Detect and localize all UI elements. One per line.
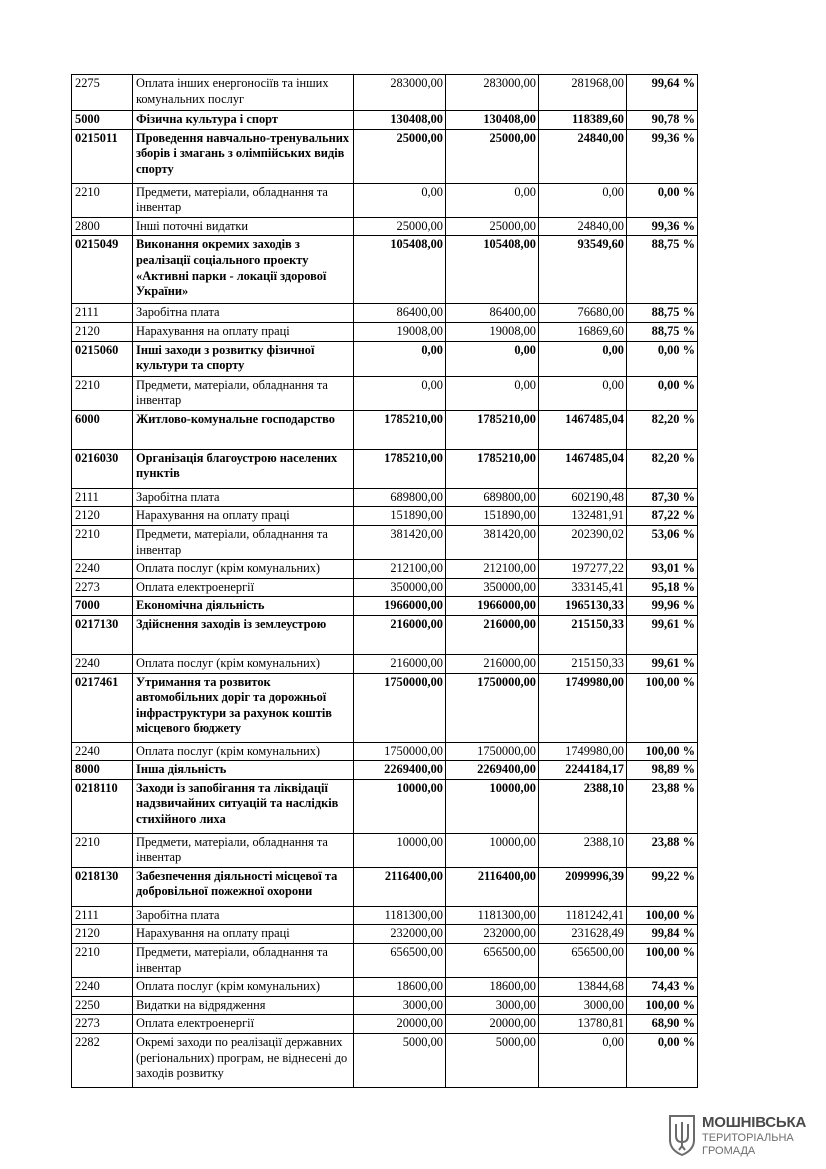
table-row: [72, 779, 698, 833]
cell-name: Інші заходи з розвитку фізичної культури та спорту: [133, 341, 354, 376]
cell-plan-period: 689800,00: [446, 488, 539, 507]
cell-code: 2800: [72, 217, 133, 236]
cell-name: Економічна діяльність: [133, 597, 354, 616]
cell-plan-year: 1750000,00: [354, 673, 446, 742]
cell-plan-period: 1785210,00: [446, 449, 539, 488]
cell-percent: 53,06 %: [627, 525, 698, 559]
budget-table: [71, 74, 698, 1088]
table-row: [72, 236, 698, 304]
cell-name: Здійснення заходів із землеустрою: [133, 615, 354, 654]
cell-name: Оплата послуг (крім комунальних): [133, 978, 354, 997]
cell-plan-year: 1750000,00: [354, 742, 446, 761]
cell-actual: 16869,60: [539, 322, 627, 341]
cell-actual: 1749980,00: [539, 673, 627, 742]
cell-percent: 99,36 %: [627, 217, 698, 236]
cell-plan-period: 216000,00: [446, 654, 539, 673]
cell-code: 0218130: [72, 867, 133, 906]
cell-code: 2120: [72, 322, 133, 341]
cell-code: 0217130: [72, 615, 133, 654]
cell-actual: 1467485,04: [539, 410, 627, 449]
cell-actual: 2244184,17: [539, 761, 627, 780]
cell-name: Заробітна плата: [133, 906, 354, 925]
table-row: [72, 578, 698, 597]
cell-plan-year: 25000,00: [354, 217, 446, 236]
cell-percent: 0,00 %: [627, 1034, 698, 1088]
cell-code: 2275: [72, 75, 133, 111]
cell-plan-year: 1181300,00: [354, 906, 446, 925]
table-row: [72, 673, 698, 742]
cell-plan-year: 86400,00: [354, 304, 446, 323]
cell-actual: 231628,49: [539, 925, 627, 944]
cell-actual: 13780,81: [539, 1015, 627, 1034]
cell-plan-year: 350000,00: [354, 578, 446, 597]
table-row: [72, 1015, 698, 1034]
table-row: [72, 742, 698, 761]
cell-plan-year: 25000,00: [354, 129, 446, 183]
cell-plan-year: 130408,00: [354, 111, 446, 130]
cell-plan-period: 656500,00: [446, 944, 539, 978]
cell-plan-year: 10000,00: [354, 779, 446, 833]
cell-plan-period: 1750000,00: [446, 673, 539, 742]
cell-code: 6000: [72, 410, 133, 449]
cell-code: 2120: [72, 507, 133, 526]
cell-code: 0215060: [72, 341, 133, 376]
cell-name: Окремі заходи по реалізації державних (регіональних) програм, не віднесені до заходів розвитку: [133, 1034, 354, 1088]
cell-plan-year: 1966000,00: [354, 597, 446, 616]
table-row: [72, 322, 698, 341]
cell-plan-year: 0,00: [354, 341, 446, 376]
table-row: [72, 217, 698, 236]
cell-percent: 99,61 %: [627, 654, 698, 673]
cell-plan-period: 2116400,00: [446, 867, 539, 906]
cell-percent: 88,75 %: [627, 304, 698, 323]
cell-plan-year: 0,00: [354, 183, 446, 217]
cell-percent: 88,75 %: [627, 322, 698, 341]
cell-name: Фізична культура і спорт: [133, 111, 354, 130]
table-row: [72, 488, 698, 507]
cell-actual: 24840,00: [539, 217, 627, 236]
cell-code: 0216030: [72, 449, 133, 488]
cell-plan-year: 212100,00: [354, 560, 446, 579]
cell-plan-period: 0,00: [446, 183, 539, 217]
cell-percent: 0,00 %: [627, 341, 698, 376]
cell-code: 0215011: [72, 129, 133, 183]
cell-name: Оплата електроенергії: [133, 1015, 354, 1034]
cell-actual: 1749980,00: [539, 742, 627, 761]
cell-plan-period: 10000,00: [446, 779, 539, 833]
cell-actual: 2388,10: [539, 833, 627, 867]
cell-plan-period: 216000,00: [446, 615, 539, 654]
trident-emblem-icon: [668, 1114, 696, 1156]
cell-plan-period: 283000,00: [446, 75, 539, 111]
cell-percent: 82,20 %: [627, 410, 698, 449]
cell-percent: 99,96 %: [627, 597, 698, 616]
table-row: [72, 944, 698, 978]
logo-title: МОШНІВСЬКА: [702, 1114, 807, 1131]
cell-percent: 90,78 %: [627, 111, 698, 130]
table-row: [72, 507, 698, 526]
cell-name: Організація благоустрою населених пунктів: [133, 449, 354, 488]
cell-plan-year: 1785210,00: [354, 449, 446, 488]
cell-plan-period: 5000,00: [446, 1034, 539, 1088]
cell-percent: 87,30 %: [627, 488, 698, 507]
cell-plan-year: 2116400,00: [354, 867, 446, 906]
cell-name: Оплата електроенергії: [133, 578, 354, 597]
cell-actual: 3000,00: [539, 996, 627, 1015]
cell-plan-year: 216000,00: [354, 615, 446, 654]
cell-code: 7000: [72, 597, 133, 616]
cell-code: 0217461: [72, 673, 133, 742]
cell-plan-year: 18600,00: [354, 978, 446, 997]
cell-percent: 23,88 %: [627, 779, 698, 833]
table-row: [72, 304, 698, 323]
cell-plan-year: 656500,00: [354, 944, 446, 978]
cell-plan-period: 20000,00: [446, 1015, 539, 1034]
cell-actual: 13844,68: [539, 978, 627, 997]
cell-name: Предмети, матеріали, обладнання та інвентар: [133, 376, 354, 410]
cell-code: 2240: [72, 560, 133, 579]
cell-actual: 76680,00: [539, 304, 627, 323]
table-row: [72, 654, 698, 673]
cell-code: 5000: [72, 111, 133, 130]
cell-name: Утримання та розвиток автомобільних доріг та дорожньої інфраструктури за рахунок коштів місцевого бюджету: [133, 673, 354, 742]
cell-percent: 100,00 %: [627, 742, 698, 761]
cell-code: 2120: [72, 925, 133, 944]
cell-name: Предмети, матеріали, обладнання та інвентар: [133, 183, 354, 217]
cell-actual: 0,00: [539, 341, 627, 376]
cell-name: Виконання окремих заходів з реалізації соціального проекту «Активні парки - локації здорової України»: [133, 236, 354, 304]
cell-actual: 215150,33: [539, 615, 627, 654]
cell-plan-year: 216000,00: [354, 654, 446, 673]
cell-percent: 99,84 %: [627, 925, 698, 944]
cell-name: Нарахування на оплату праці: [133, 322, 354, 341]
cell-code: 2210: [72, 183, 133, 217]
cell-name: Заходи із запобігання та ліквідації надзвичайних ситуацій та наслідків стихійного лиха: [133, 779, 354, 833]
cell-plan-period: 130408,00: [446, 111, 539, 130]
cell-percent: 87,22 %: [627, 507, 698, 526]
cell-plan-period: 3000,00: [446, 996, 539, 1015]
cell-percent: 100,00 %: [627, 944, 698, 978]
cell-plan-period: 25000,00: [446, 217, 539, 236]
table-row: [72, 833, 698, 867]
cell-code: 2240: [72, 978, 133, 997]
table-row: [72, 867, 698, 906]
table-row: [72, 129, 698, 183]
cell-plan-period: 381420,00: [446, 525, 539, 559]
cell-plan-year: 2269400,00: [354, 761, 446, 780]
cell-plan-year: 283000,00: [354, 75, 446, 111]
cell-plan-year: 105408,00: [354, 236, 446, 304]
cell-plan-year: 0,00: [354, 376, 446, 410]
cell-name: Оплата послуг (крім комунальних): [133, 742, 354, 761]
logo-subtitle-2: ГРОМАДА: [702, 1145, 756, 1157]
cell-plan-year: 19008,00: [354, 322, 446, 341]
cell-code: 2210: [72, 944, 133, 978]
cell-plan-period: 2269400,00: [446, 761, 539, 780]
cell-name: Нарахування на оплату праці: [133, 507, 354, 526]
cell-percent: 99,61 %: [627, 615, 698, 654]
cell-plan-period: 86400,00: [446, 304, 539, 323]
cell-percent: 0,00 %: [627, 183, 698, 217]
cell-actual: 93549,60: [539, 236, 627, 304]
table-row: [72, 761, 698, 780]
cell-plan-period: 0,00: [446, 341, 539, 376]
cell-plan-period: 10000,00: [446, 833, 539, 867]
table-row: [72, 978, 698, 997]
table-row: [72, 996, 698, 1015]
cell-name: Інша діяльність: [133, 761, 354, 780]
cell-code: 2250: [72, 996, 133, 1015]
cell-actual: 2388,10: [539, 779, 627, 833]
cell-code: 2273: [72, 1015, 133, 1034]
logo-subtitle: ТЕРИТОРІАЛЬНА: [702, 1132, 794, 1144]
cell-name: Предмети, матеріали, обладнання та інвентар: [133, 944, 354, 978]
table-row: [72, 615, 698, 654]
cell-plan-year: 381420,00: [354, 525, 446, 559]
table-row: [72, 75, 698, 111]
cell-plan-year: 1785210,00: [354, 410, 446, 449]
cell-name: Інші поточні видатки: [133, 217, 354, 236]
cell-actual: 1467485,04: [539, 449, 627, 488]
cell-code: 2210: [72, 376, 133, 410]
cell-plan-period: 212100,00: [446, 560, 539, 579]
cell-code: 2111: [72, 906, 133, 925]
table-row: [72, 376, 698, 410]
cell-code: 2210: [72, 525, 133, 559]
cell-code: 2273: [72, 578, 133, 597]
cell-code: 8000: [72, 761, 133, 780]
cell-code: 2240: [72, 654, 133, 673]
cell-percent: 99,64 %: [627, 75, 698, 111]
cell-actual: 202390,02: [539, 525, 627, 559]
cell-plan-period: 19008,00: [446, 322, 539, 341]
cell-actual: 2099996,39: [539, 867, 627, 906]
table-row: [72, 449, 698, 488]
cell-code: 2240: [72, 742, 133, 761]
cell-percent: 68,90 %: [627, 1015, 698, 1034]
cell-percent: 23,88 %: [627, 833, 698, 867]
table-row: [72, 525, 698, 559]
table-row: [72, 560, 698, 579]
budget-table-body: [72, 75, 698, 1088]
community-logo: [664, 1112, 814, 1160]
cell-plan-year: 20000,00: [354, 1015, 446, 1034]
cell-actual: 215150,33: [539, 654, 627, 673]
cell-plan-period: 1966000,00: [446, 597, 539, 616]
cell-actual: 132481,91: [539, 507, 627, 526]
cell-plan-period: 105408,00: [446, 236, 539, 304]
cell-actual: 333145,41: [539, 578, 627, 597]
cell-plan-period: 151890,00: [446, 507, 539, 526]
cell-plan-period: 25000,00: [446, 129, 539, 183]
cell-plan-period: 1750000,00: [446, 742, 539, 761]
cell-plan-year: 10000,00: [354, 833, 446, 867]
cell-name: Видатки на відрядження: [133, 996, 354, 1015]
cell-percent: 88,75 %: [627, 236, 698, 304]
cell-name: Нарахування на оплату праці: [133, 925, 354, 944]
cell-percent: 0,00 %: [627, 376, 698, 410]
cell-percent: 95,18 %: [627, 578, 698, 597]
cell-percent: 100,00 %: [627, 906, 698, 925]
cell-actual: 197277,22: [539, 560, 627, 579]
table-row: [72, 925, 698, 944]
cell-name: Оплата послуг (крім комунальних): [133, 654, 354, 673]
cell-actual: 281968,00: [539, 75, 627, 111]
table-row: [72, 183, 698, 217]
table-row: [72, 341, 698, 376]
cell-percent: 99,36 %: [627, 129, 698, 183]
cell-plan-period: 350000,00: [446, 578, 539, 597]
cell-percent: 93,01 %: [627, 560, 698, 579]
cell-percent: 74,43 %: [627, 978, 698, 997]
cell-code: 2111: [72, 488, 133, 507]
cell-actual: 0,00: [539, 1034, 627, 1088]
cell-name: Предмети, матеріали, обладнання та інвентар: [133, 833, 354, 867]
cell-plan-year: 5000,00: [354, 1034, 446, 1088]
cell-plan-period: 0,00: [446, 376, 539, 410]
cell-code: 0218110: [72, 779, 133, 833]
cell-code: 2111: [72, 304, 133, 323]
cell-actual: 0,00: [539, 376, 627, 410]
cell-code: 2210: [72, 833, 133, 867]
cell-actual: 24840,00: [539, 129, 627, 183]
cell-percent: 99,22 %: [627, 867, 698, 906]
cell-plan-period: 1785210,00: [446, 410, 539, 449]
cell-name: Житлово-комунальне господарство: [133, 410, 354, 449]
cell-name: Проведення навчально-тренувальних зборів і змагань з олімпійських видів спорту: [133, 129, 354, 183]
cell-plan-period: 1181300,00: [446, 906, 539, 925]
cell-actual: 602190,48: [539, 488, 627, 507]
cell-name: Заробітна плата: [133, 488, 354, 507]
cell-plan-year: 3000,00: [354, 996, 446, 1015]
cell-code: 2282: [72, 1034, 133, 1088]
cell-name: Предмети, матеріали, обладнання та інвентар: [133, 525, 354, 559]
table-row: [72, 410, 698, 449]
cell-plan-period: 232000,00: [446, 925, 539, 944]
cell-percent: 82,20 %: [627, 449, 698, 488]
cell-plan-year: 151890,00: [354, 507, 446, 526]
cell-name: Забезпечення діяльності місцевої та добровільної пожежної охорони: [133, 867, 354, 906]
cell-percent: 100,00 %: [627, 673, 698, 742]
table-row: [72, 1034, 698, 1088]
cell-actual: 656500,00: [539, 944, 627, 978]
cell-percent: 98,89 %: [627, 761, 698, 780]
cell-actual: 1181242,41: [539, 906, 627, 925]
cell-name: Оплата послуг (крім комунальних): [133, 560, 354, 579]
cell-plan-period: 18600,00: [446, 978, 539, 997]
cell-name: Заробітна плата: [133, 304, 354, 323]
cell-actual: 0,00: [539, 183, 627, 217]
cell-percent: 100,00 %: [627, 996, 698, 1015]
table-row: [72, 111, 698, 130]
cell-actual: 118389,60: [539, 111, 627, 130]
cell-name: Оплата інших енергоносіїв та інших комунальних послуг: [133, 75, 354, 111]
cell-actual: 1965130,33: [539, 597, 627, 616]
table-row: [72, 597, 698, 616]
cell-plan-year: 689800,00: [354, 488, 446, 507]
cell-plan-year: 232000,00: [354, 925, 446, 944]
cell-code: 0215049: [72, 236, 133, 304]
table-row: [72, 906, 698, 925]
